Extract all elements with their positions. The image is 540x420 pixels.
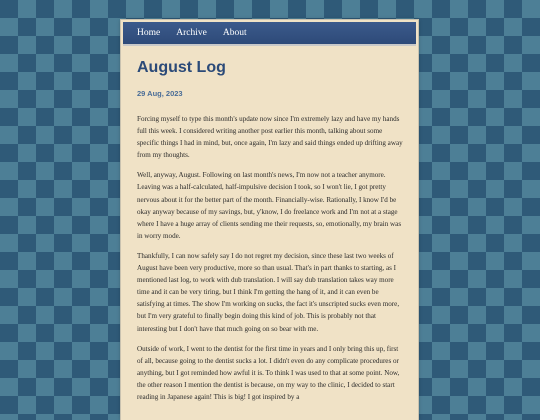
post-paragraph: Thankfully, I can now safely say I do not regret my decision, since these last two weeks of August have been very productive, more so than usual. That's in part thanks to starting, as I mentioned last log, to work with dub translation. I will say dub translation takes way more time and it can be very tiring, but I think I'm getting the hang of it, and it can even be satisfying at times. The show I'm working on sucks, the fact it's unscripted sucks even more, but I'm very grateful to finally begin doing this kind of job. This is probably not that interesting but I don't have that much going on so bear with me. [137, 251, 400, 333]
page-container [121, 20, 418, 420]
top-navbar [123, 22, 416, 46]
post-title: August Log [137, 59, 226, 76]
post-paragraph: Forcing myself to type this month's update now since I'm extremely lazy and have my hands full this week. I considered writing another post earlier this month, talking about some specific things I had in mind, but, once again, I'm lazy and said things ended up drifting away from my thoughts. [137, 115, 403, 160]
nav-about-link[interactable]: About [222, 28, 247, 38]
post-paragraph: Well, anyway, August. Following on last month's news, I'm now not a teacher anymore. Leaving was a half-calculated, half-impulsive decision I took, so I won't lie, I got pretty nervous about it for the better part of the month. Financially-wise. Rationally, I know I'd be okay anyway because of my savings, but, y'know, I do freelance work and I'm not at a stage where I have a huge array of clients sending me their requests, so, emotionally, my brain was in worry mode. [137, 171, 402, 240]
post-body [137, 113, 403, 403]
blog-post [137, 58, 403, 411]
nav-archive-link[interactable]: Archive [176, 28, 207, 38]
post-paragraph: Outside of work, I went to the dentist for the first time in years and I only bring this up, first of all, because going to the dentist sucks a lot. I didn't even do any complicate procedures or anything, but I got reminded how awful it is. To think I was used to that at some point. Now, the other reason I mention the dentist is because, on my way to the clinic, I decided to start reading in Japanese again! This is big! I got inspired by a [137, 344, 400, 401]
nav-home-link[interactable]: Home [137, 28, 161, 38]
post-date: 29 Aug, 2023 [137, 89, 183, 98]
